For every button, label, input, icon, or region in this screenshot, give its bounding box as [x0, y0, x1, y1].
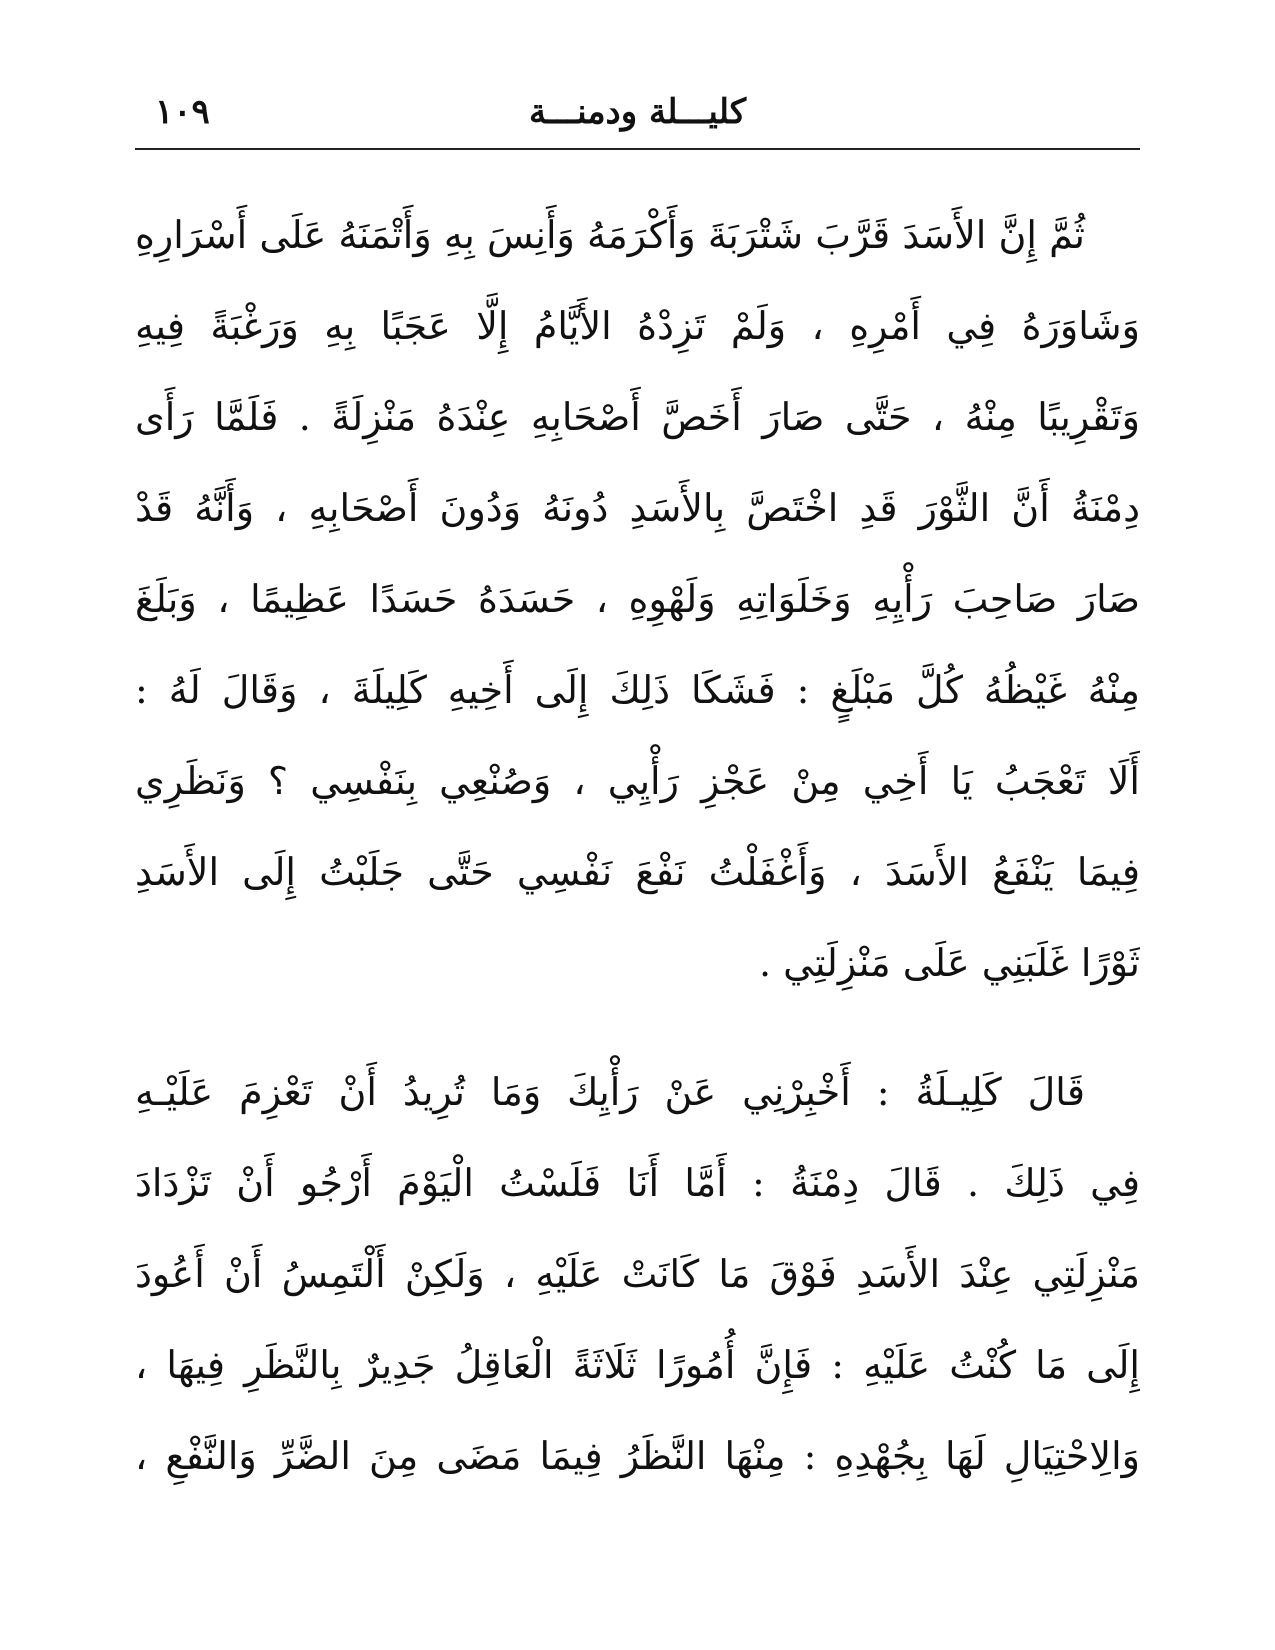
text-line: صَارَ صَاحِبَ رَأْيِهِ وَخَلَوَاتِهِ وَلَهْوِهِ ، حَسَدَهُ حَسَدًا عَظِيمًا ، وَبَلَغَ [135, 577, 1140, 621]
text-line: فِي ذَلِكَ . قَالَ دِمْنَةُ : أَمَّا أَنَا فَلَسْتُ الْيَوْمَ أَرْجُو أَنْ تَزْدَادَ [135, 1161, 1140, 1205]
paragraph-1 [135, 190, 1140, 1009]
body-text [135, 190, 1140, 1502]
text-line: قَالَ كَلِيـلَةُ : أَخْبِرْنِي عَنْ رَأْيِكَ وَمَا تُرِيدُ أَنْ تَعْزِمَ عَلَيْـهِ [135, 1070, 1085, 1114]
text-line: ثَوْرًا غَلَبَنِي عَلَى مَنْزِلَتِي . [758, 941, 1140, 985]
text-line: مَنْزِلَتِي عِنْدَ الأَسَدِ فَوْقَ مَا كَانَتْ عَلَيْهِ ، وَلَكِنْ أَلْتَمِسُ أَنْ أَعُودَ [135, 1252, 1140, 1296]
page-number: ١٠٩ [155, 92, 210, 132]
text-line: وَشَاوَرَهُ فِي أَمْرِهِ ، وَلَمْ تَزِدْهُ الأَيَّامُ إِلَّا عَجَبًا بِهِ وَرَغْبَةً فِيهِ [135, 304, 1140, 348]
paragraph-2 [135, 1047, 1140, 1502]
text-line: إِلَى مَا كُنْتُ عَلَيْهِ : فَإِنَّ أُمُورًا ثَلَاثَةً الْعَاقِلُ جَدِيرٌ بِالنَّظَرِ فِيهَا ، [135, 1343, 1140, 1387]
text-line: وَالِاحْتِيَالِ لَهَا بِجُهْدِهِ : مِنْهَا النَّظَرُ فِيمَا مَضَى مِنَ الضَّرِّ وَالنَّفْعِ ، [135, 1434, 1140, 1478]
text-line: ثُمَّ إِنَّ الأَسَدَ قَرَّبَ شَتْرَبَةَ وَأَكْرَمَهُ وَأَنِسَ بِهِ وَأَتْمَنَهُ عَلَى أَسْرَارِهِ [135, 213, 1085, 257]
text-line: فِيمَا يَنْفَعُ الأَسَدَ ، وَأَغْفَلْتُ نَفْعَ نَفْسِي حَتَّى جَلَبْتُ إِلَى الأَسَدِ [135, 850, 1140, 894]
paragraph-spacer [135, 1009, 1140, 1047]
text-line: أَلَا تَعْجَبُ يَا أَخِي مِنْ عَجْزِ رَأْيِي ، وَصُنْعِي بِنَفْسِي ؟ وَنَظَرِي [135, 759, 1140, 803]
header-rule [135, 148, 1140, 150]
text-line: مِنْهُ غَيْظُهُ كُلَّ مَبْلَغٍ : فَشَكَا ذَلِكَ إِلَى أَخِيهِ كَلِيلَةَ ، وَقَالَ لَهُ : [135, 668, 1140, 712]
text-line: وَتَقْرِيبًا مِنْهُ ، حَتَّى صَارَ أَخَصَّ أَصْحَابِهِ عِنْدَهُ مَنْزِلَةً . فَلَمَّا رَأَى [135, 395, 1140, 439]
text-line: دِمْنَةُ أَنَّ الثَّوْرَ قَدِ اخْتَصَّ بِالأَسَدِ دُونَهُ وَدُونَ أَصْحَابِهِ ، وَأَنَّهُ قَدْ [135, 486, 1140, 530]
running-head [135, 88, 1140, 140]
book-title: كليـــلة ودمنـــة [528, 92, 747, 132]
